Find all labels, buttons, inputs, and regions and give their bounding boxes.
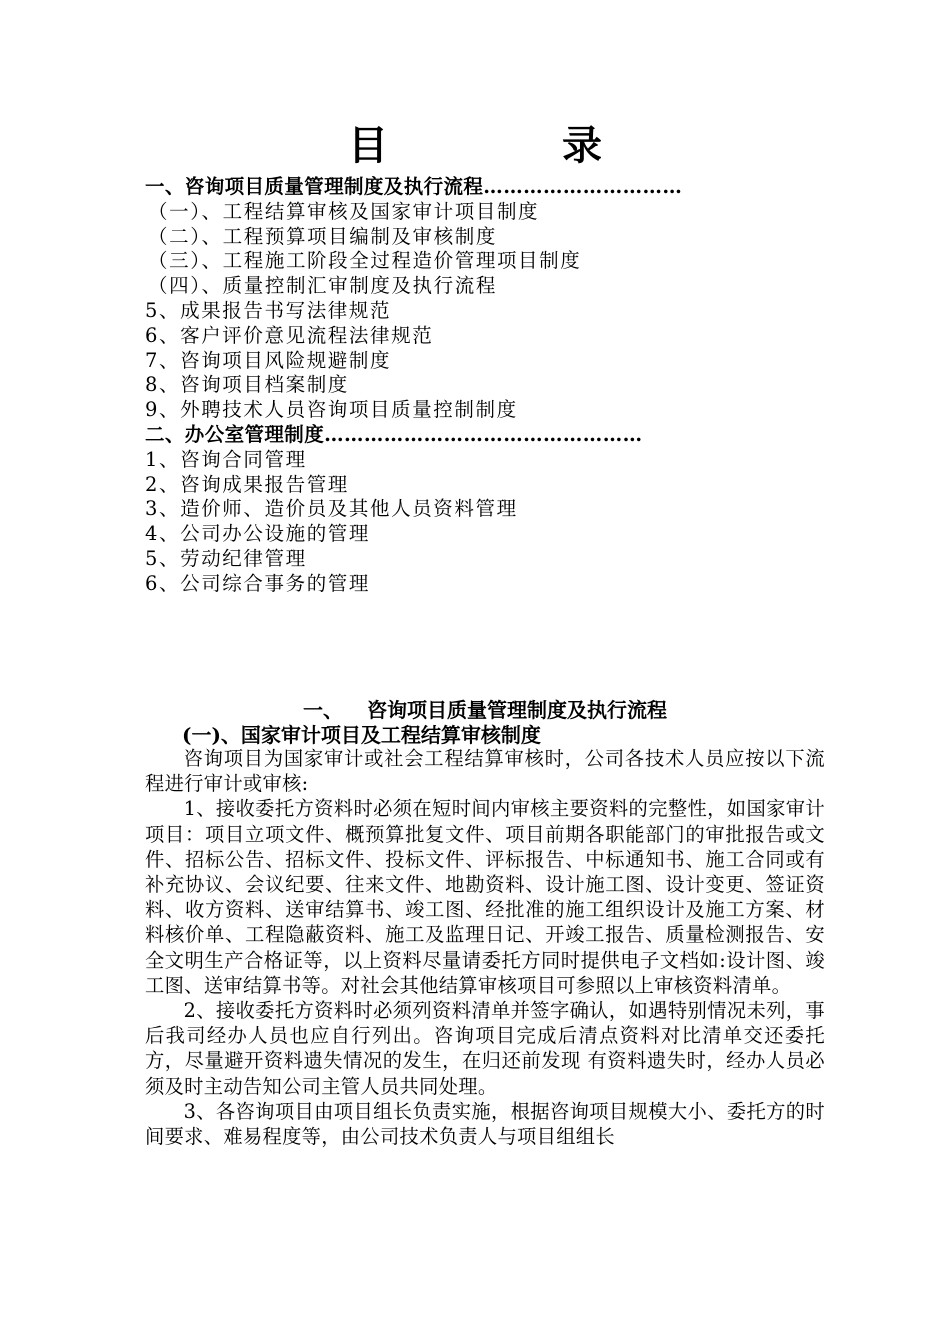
- toc-entry: 6、公司综合事务的管理: [145, 571, 371, 595]
- toc-entry: （一）、工程结算审核及国家审计项目制度: [148, 199, 540, 223]
- table-of-contents: [145, 175, 825, 597]
- toc-entry: 2、咨询成果报告管理: [145, 472, 349, 496]
- toc-entry: 5、劳动纪律管理: [145, 546, 307, 570]
- toc-entry: 7、咨询项目风险规避制度: [145, 348, 392, 372]
- toc-entry: （三）、工程施工阶段全过程造价管理项目制度: [148, 249, 582, 273]
- toc-entry: （二）、工程预算项目编制及审核制度: [148, 224, 497, 248]
- toc-entry: 3、造价师、造价员及其他人员资料管理: [145, 497, 518, 521]
- paragraph: 2、接收委托方资料时必须列资料清单并签字确认，如遇特别情况未列，事后我司经办人员也应自行列出。咨询项目完成后清点资料对比清单交还委托方，尽量避开资料遗失情况的发生，在归还前发现 有资料遗失时，经办人员必须及时主动告知公司主管人员共同处理。: [145, 999, 825, 1098]
- section-title: 咨询项目质量管理制度及执行流程: [367, 698, 667, 722]
- section-heading: [0, 697, 950, 723]
- toc-entry: 1、咨询合同管理: [145, 447, 307, 471]
- paragraph: 3、各咨询项目由项目组长负责实施，根据咨询项目规模大小、委托方的时间要求、难易程度等，由公司技术负责人与项目组组长: [145, 1099, 825, 1149]
- toc-entry: 二、办公室管理制度…………………………………………: [145, 422, 643, 446]
- paragraph: 咨询项目为国家审计或社会工程结算审核时，公司各技术人员应按以下流程进行审计或审核:: [145, 747, 825, 796]
- section-number: 一、: [303, 698, 343, 722]
- toc-title: 目 录: [348, 122, 682, 169]
- toc-entry: 8、咨询项目档案制度: [145, 373, 349, 397]
- toc-entry: 5、成果报告书写法律规范: [145, 298, 392, 322]
- toc-entry: 一、咨询项目质量管理制度及执行流程…………………………: [145, 175, 683, 198]
- toc-entry: 6、客户评价意见流程法律规范: [145, 323, 434, 347]
- subsection-heading: (一)、国家审计项目及工程结算审核制度: [182, 723, 541, 747]
- toc-entry: （四）、质量控制汇审制度及执行流程: [148, 274, 497, 298]
- paragraph: 1、接收委托方资料时必须在短时间内审核主要资料的完整性，如国家审计项目：项目立项文件、概预算批复文件、项目前期各职能部门的审批报告或文件、招标公告、招标文件、投标文件、评标报告、中标通知书、施工合同或有补充协议、会议纪要、往来文件、地勘资料、设计施工图、设计变更、签证资料、收方资料、送审结算书、竣工图、经批准的施工组织设计及施工方案、材料核价单、工程隐蔽资料、施工及监理日记、开竣工报告、质量检测报告、安全文明生产合格证等，以上资料尽量请委托方同时提供电子文档如:设计图、竣工图、送审结算书等。对社会其他结算审核项目可参照以上审核资料清单。: [145, 797, 825, 997]
- toc-entry: 9、外聘技术人员咨询项目质量控制制度: [145, 398, 518, 422]
- body-text: [145, 746, 825, 1149]
- toc-entry: 4、公司办公设施的管理: [145, 522, 371, 546]
